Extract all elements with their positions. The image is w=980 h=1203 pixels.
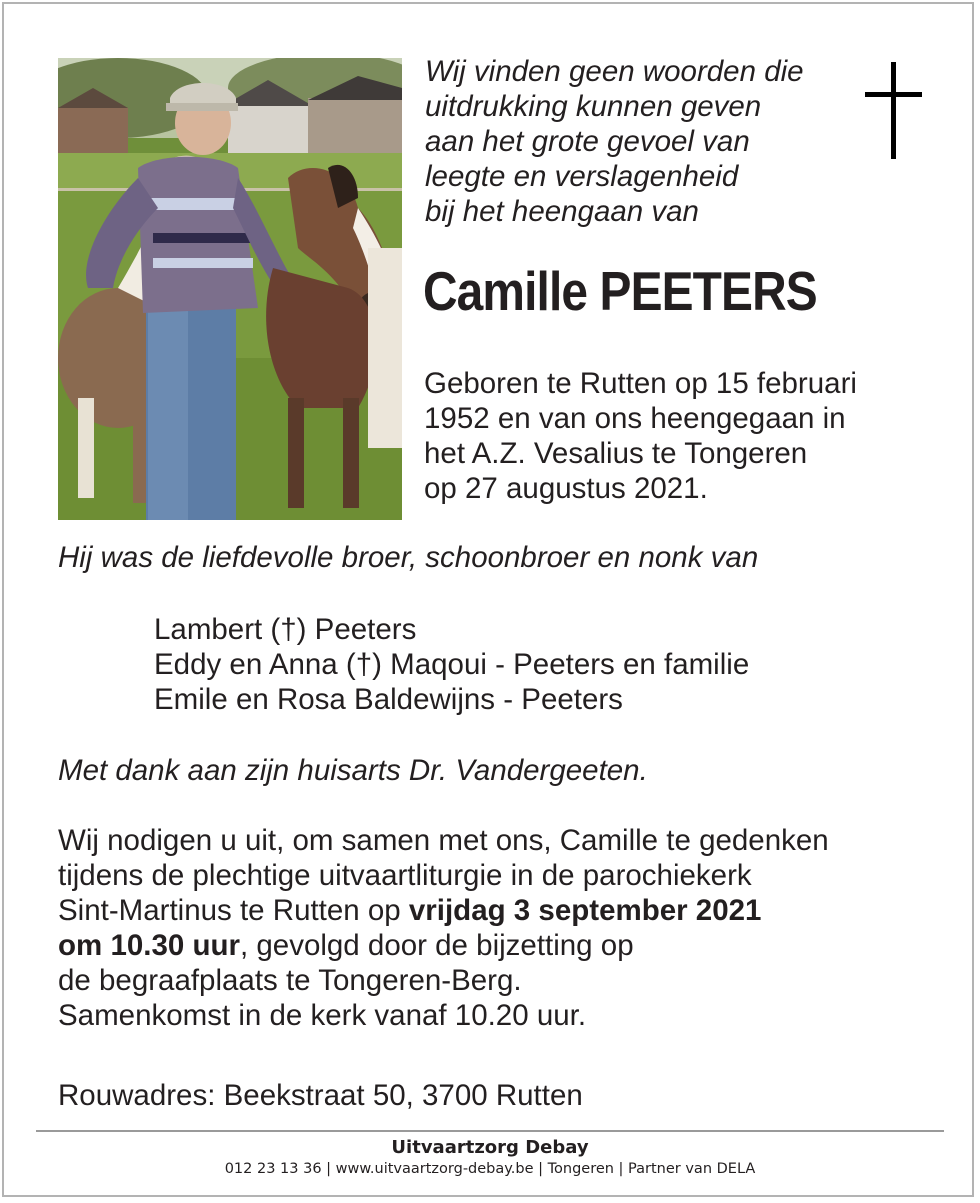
invitation-line: Samenkomst in de kerk vanaf 10.20 uur. — [58, 999, 587, 1032]
portrait-photo — [58, 58, 402, 520]
intro-line: leegte en verslagenheid — [425, 160, 739, 193]
family-member: Emile en Rosa Baldewijns - Peeters — [154, 683, 623, 716]
family-member: Eddy en Anna (†) Maqoui - Peeters en familie — [154, 648, 750, 681]
invitation-text: Sint-Martinus te Rutten op — [58, 894, 409, 927]
deceased-name: Camille PEETERS — [423, 260, 817, 322]
invitation-text: , gevolgd door de bijzetting op — [239, 929, 634, 962]
funeral-date: vrijdag 3 september 2021 — [408, 894, 762, 927]
invitation-line: de begraafplaats te Tongeren-Berg. — [58, 964, 522, 997]
intro-line: uitdrukking kunnen geven — [425, 90, 762, 123]
funeral-time: om 10.30 uur — [58, 929, 240, 962]
invitation-line: Wij nodigen u uit, om samen met ons, Camille te gedenken — [58, 824, 829, 857]
funeral-home-details: 012 23 13 36 | www.uitvaartzorg-debay.be | Tongeren | Partner van DELA — [224, 1161, 756, 1177]
latin-cross-icon — [865, 62, 922, 159]
intro-line: Wij vinden geen woorden die — [425, 55, 804, 88]
birth-line: 1952 en van ons heengegaan in — [424, 402, 846, 435]
birth-details — [424, 366, 894, 506]
funeral-home-name: Uitvaartzorg Debay — [391, 1137, 589, 1158]
birth-line: het A.Z. Vesalius te Tongeren — [424, 437, 808, 470]
intro-text — [425, 54, 855, 229]
invitation-line — [58, 893, 829, 928]
thanks-line: Met dank aan zijn huisarts Dr. Vandergeeten. — [58, 754, 648, 787]
relation-line: Hij was de liefdevolle broer, schoonbroer en nonk van — [58, 541, 759, 574]
family-list — [154, 612, 749, 717]
intro-line: aan het grote gevoel van — [425, 125, 750, 158]
invitation-line: tijdens de plechtige uitvaartliturgie in de parochiekerk — [58, 859, 752, 892]
footer-divider — [36, 1130, 944, 1132]
family-member: Lambert (†) Peeters — [154, 613, 417, 646]
mourning-address: Rouwadres: Beekstraat 50, 3700 Rutten — [58, 1079, 583, 1112]
intro-line: bij het heengaan van — [425, 195, 699, 228]
birth-line: Geboren te Rutten op 15 februari — [424, 367, 857, 400]
invitation-line — [58, 928, 829, 963]
birth-line: op 27 augustus 2021. — [424, 472, 708, 505]
funeral-invitation — [58, 823, 829, 1033]
